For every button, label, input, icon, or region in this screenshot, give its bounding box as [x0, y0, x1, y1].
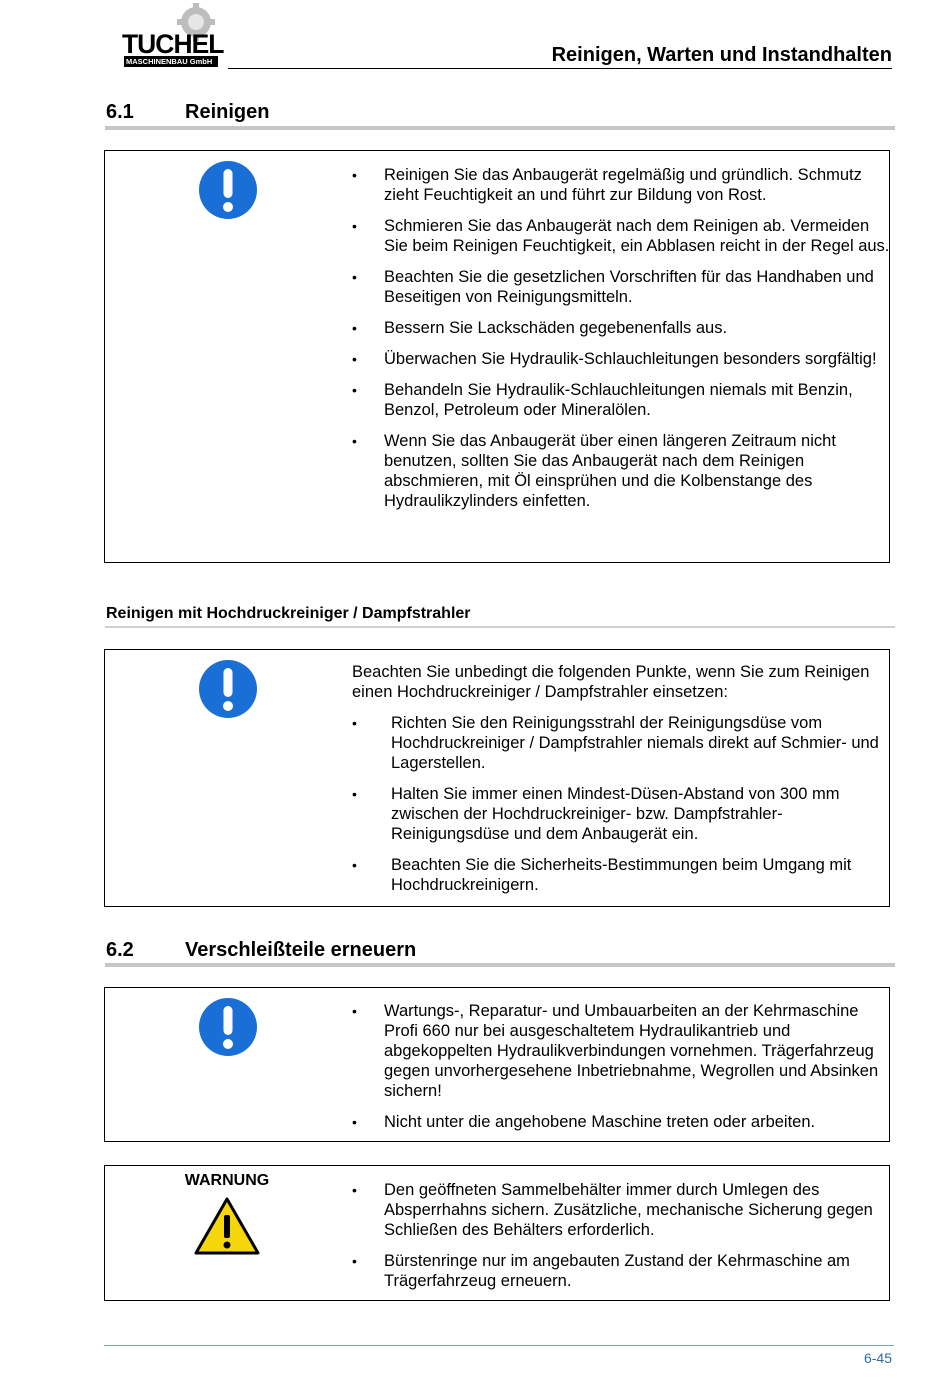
- bullet-icon: [352, 713, 384, 733]
- warning-triangle-icon: [193, 1196, 261, 1256]
- list-item: • Wenn Sie das Anbaugerät über einen längeren Zeitraum nicht benutzen, sollten Sie das Anbaugerät nach dem Reinigen abschmieren, mit Öl einsprühen und die Kolbenstange des Hydraulikzylinders einfetten.: [352, 431, 890, 511]
- list-item: • Richten Sie den Reinigungsstrahl der Reinigungsdüse vom Hochdruckreiniger / Dampfstrahler niemals direkt auf Schmier- und Lagerstellen.: [352, 713, 890, 773]
- bullet-icon: [352, 216, 384, 236]
- section-divider: [105, 126, 895, 130]
- list-item: • Nicht unter die angehobene Maschine treten oder arbeiten.: [352, 1112, 890, 1132]
- bullet-icon: [352, 165, 384, 185]
- list-item: • Reinigen Sie das Anbaugerät regelmäßig und gründlich. Schmutz zieht Feuchtigkeit an und führt zur Bildung von Rost.: [352, 165, 890, 205]
- subsection-title: Reinigen mit Hochdruckreiniger / Dampfstrahler: [106, 605, 471, 622]
- list-item: • Bürstenringe nur im angebauten Zustand der Kehrmaschine am Trägerfahrzeug erneuern.: [352, 1251, 890, 1291]
- section-number: 6.1: [106, 101, 134, 123]
- section-title: Verschleißteile erneuern: [185, 939, 417, 961]
- info-exclamation-icon: [198, 160, 258, 220]
- bullet-icon: [352, 318, 384, 338]
- list-item: • Schmieren Sie das Anbaugerät nach dem Reinigen ab. Vermeiden Sie beim Reinigen Feuchtigkeit, ein Abblasen reicht in der Regel aus.: [352, 216, 890, 256]
- note-box-cleaning: [104, 150, 890, 563]
- list-item: • Behandeln Sie Hydraulik-Schlauchleitungen niemals mit Benzin, Benzol, Petroleum oder Mineralölen.: [352, 380, 890, 420]
- note-box-wear-parts: [104, 987, 890, 1142]
- bullet-icon: [352, 855, 384, 875]
- section-title: Reinigen: [185, 101, 270, 123]
- warning-box: [104, 1165, 890, 1301]
- bullet-icon: [352, 1112, 384, 1132]
- info-exclamation-icon: [198, 659, 258, 719]
- warning-label: WARNUNG: [184, 1172, 270, 1189]
- intro-text: Beachten Sie unbedingt die folgenden Punkte, wenn Sie zum Reinigen einen Hochdruckreiniger / Dampfstrahler einsetzen:: [352, 663, 870, 701]
- bullet-icon: [352, 1180, 384, 1200]
- company-logo: [118, 2, 228, 72]
- note-content: [352, 1001, 890, 1132]
- logo-subtext: MASCHINENBAU GmbH: [126, 57, 213, 66]
- bullet-icon: [352, 784, 384, 804]
- section-number: 6.2: [106, 939, 134, 961]
- bullet-icon: [352, 380, 384, 400]
- list-item: • Wartungs-, Reparatur- und Umbauarbeiten an der Kehrmaschine Profi 660 nur bei ausgeschaltetem Hydraulikantrieb und abgekoppelten Hydraulikverbindungen vornehmen. Trägerfahrzeug gegen unvorhergesehene Inbetriebnahme, Wegrollen und Absinken sichern!: [352, 1001, 890, 1101]
- note-content: [352, 165, 890, 511]
- bullet-icon: [352, 1001, 384, 1021]
- note-content: [352, 1180, 890, 1291]
- info-exclamation-icon: [198, 997, 258, 1057]
- header-divider: [228, 68, 892, 69]
- bullet-icon: [352, 431, 384, 451]
- bullet-icon: [352, 349, 384, 369]
- list-item: • Bessern Sie Lackschäden gegebenenfalls aus.: [352, 318, 890, 338]
- bullet-icon: [352, 1251, 384, 1271]
- logo-wordmark: TUCHEL: [122, 29, 224, 59]
- page-number: 6-45: [863, 1350, 892, 1366]
- note-content: [352, 662, 890, 895]
- section-divider: [105, 963, 895, 967]
- list-item: • Beachten Sie die gesetzlichen Vorschriften für das Handhaben und Beseitigen von Reinigungsmitteln.: [352, 267, 890, 307]
- list-item: • Beachten Sie die Sicherheits-Bestimmungen beim Umgang mit Hochdruckreinigern.: [352, 855, 890, 895]
- header-title: Reinigen, Warten und Instandhalten: [551, 44, 892, 66]
- bullet-icon: [352, 267, 384, 287]
- list-item: • Überwachen Sie Hydraulik-Schlauchleitungen besonders sorgfältig!: [352, 349, 890, 369]
- list-item: • Den geöffneten Sammelbehälter immer durch Umlegen des Absperrhahns sichern. Zusätzliche, mechanische Sicherung gegen Schließen des Behälters erforderlich.: [352, 1180, 890, 1240]
- note-box-high-pressure: [104, 649, 890, 907]
- footer-divider: [104, 1345, 894, 1346]
- subsection-divider: [105, 626, 895, 628]
- list-item: • Halten Sie immer einen Mindest-Düsen-Abstand von 300 mm zwischen der Hochdruckreiniger- bzw. Dampfstrahler-Reinigungsdüse und dem Anbaugerät ein.: [352, 784, 890, 844]
